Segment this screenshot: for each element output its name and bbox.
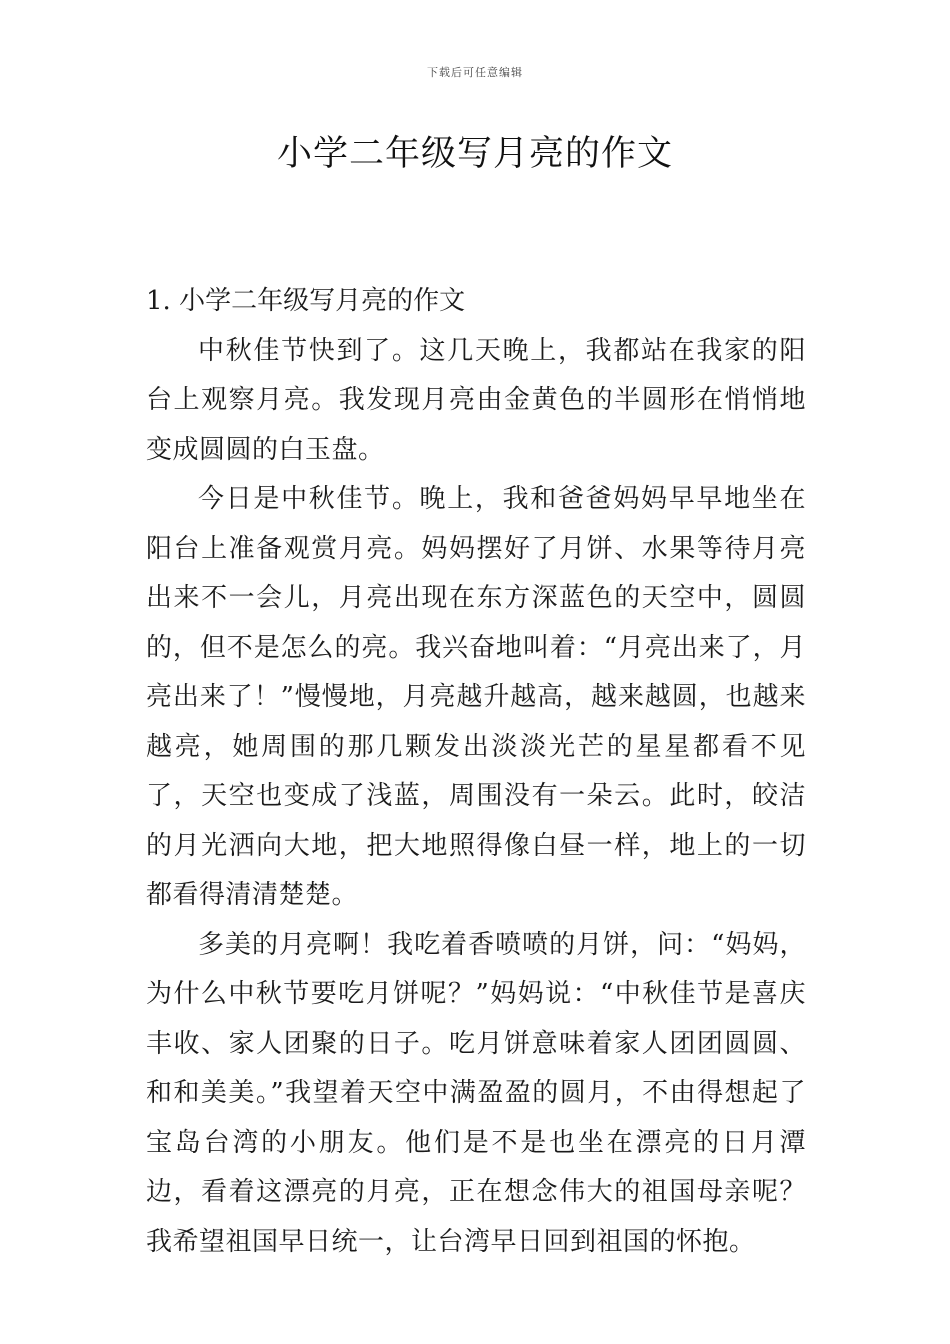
section-heading: 1. 小学二年级写月亮的作文 xyxy=(146,286,466,316)
paragraph: 中秋佳节快到了。这几天晚上，我都站在我家的阳台上观察月亮。我发现月亮由金黄色的半圆形在悄悄地变成圆圆的白玉盘。 xyxy=(146,335,806,465)
document-body xyxy=(146,277,806,1267)
paragraph: 多美的月亮啊！我吃着香喷喷的月饼，问：“妈妈，为什么中秋节要吃月饼呢？”妈妈说：“中秋佳节是喜庆丰收、家人团聚的日子。吃月饼意味着家人团团圆圆、和和美美。”我望着天空中满盈盈的圆月，不由得想起了宝岛台湾的小朋友。他们是不是也坐在漂亮的日月潭边，看着这漂亮的月亮，正在想念伟大的祖国母亲呢？我希望祖国早日统一，让台湾早日回到祖国的怀抱。 xyxy=(146,929,806,1257)
header-note: 下载后可任意编辑 xyxy=(427,66,523,79)
paragraph: 今日是中秋佳节。晚上，我和爸爸妈妈早早地坐在阳台上准备观赏月亮。妈妈摆好了月饼、水果等待月亮出来不一会儿，月亮出现在东方深蓝色的天空中，圆圆的，但不是怎么的亮。我兴奋地叫着：“月亮出来了，月亮出来了！”慢慢地，月亮越升越高，越来越圆，也越来越亮，她周围的那几颗发出淡淡光芒的星星都看不见了，天空也变成了浅蓝，周围没有一朵云。此时，皎洁的月光洒向大地，把大地照得像白昼一样，地上的一切都看得清清楚楚。 xyxy=(146,484,806,910)
document-title: 小学二年级写月亮的作文 xyxy=(276,134,673,174)
